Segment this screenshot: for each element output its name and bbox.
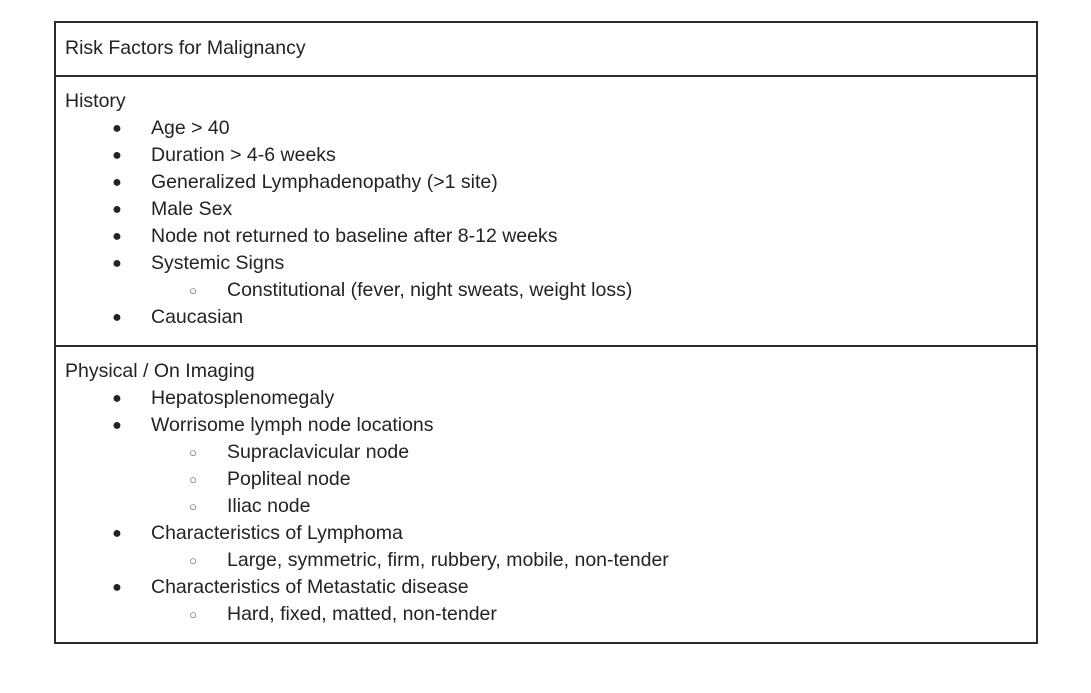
- risk-factors-table: [54, 21, 1038, 644]
- list-item-label: Characteristics of Lymphoma: [151, 522, 403, 544]
- section-physical-heading: Physical / On Imaging: [65, 360, 255, 382]
- filled-disc-bullet: ●: [112, 255, 122, 272]
- list-item-label: Large, symmetric, firm, rubbery, mobile, non-tender: [227, 549, 669, 571]
- list-item: [65, 574, 1036, 601]
- hollow-circle-bullet: ○: [189, 553, 197, 568]
- hollow-circle-bullet: ○: [189, 445, 197, 460]
- list-item: [65, 439, 1036, 466]
- list-item-label: Caucasian: [151, 306, 244, 328]
- list-item-label: Generalized Lymphadenopathy (>1 site): [151, 171, 498, 193]
- list-item-label: Systemic Signs: [151, 252, 285, 274]
- list-item-label: Worrisome lymph node locations: [151, 414, 434, 436]
- list-item: [65, 520, 1036, 547]
- section-history-heading: History: [65, 90, 126, 112]
- list-item-label: Iliac node: [227, 495, 311, 517]
- list-item-label: Popliteal node: [227, 468, 351, 490]
- list-item: [65, 142, 1036, 169]
- filled-disc-bullet: ●: [112, 579, 122, 596]
- list-item: [65, 223, 1036, 250]
- table-title: Risk Factors for Malignancy: [65, 37, 306, 59]
- hollow-circle-bullet: ○: [189, 283, 197, 298]
- list-item-label: Characteristics of Metastatic disease: [151, 576, 469, 598]
- filled-disc-bullet: ●: [112, 201, 122, 218]
- list-item: [65, 304, 1036, 331]
- filled-disc-bullet: ●: [112, 147, 122, 164]
- list-item: [65, 412, 1036, 439]
- list-item-label: Male Sex: [151, 198, 233, 220]
- section-physical-body: [56, 347, 1036, 642]
- section-physical: [56, 347, 1036, 642]
- section-history-body: [56, 77, 1036, 345]
- list-item: [65, 169, 1036, 196]
- list-item: [65, 250, 1036, 277]
- filled-disc-bullet: ●: [112, 417, 122, 434]
- section-history-list: [65, 115, 1036, 331]
- list-item-label: Duration > 4-6 weeks: [151, 144, 336, 166]
- table-header-row: [56, 23, 1036, 77]
- list-item-label: Hepatosplenomegaly: [151, 387, 335, 409]
- list-item: [65, 277, 1036, 304]
- list-item: [65, 115, 1036, 142]
- list-item: [65, 466, 1036, 493]
- list-item: [65, 196, 1036, 223]
- hollow-circle-bullet: ○: [189, 607, 197, 622]
- list-item: [65, 385, 1036, 412]
- filled-disc-bullet: ●: [112, 309, 122, 326]
- list-item: [65, 493, 1036, 520]
- list-item: [65, 601, 1036, 628]
- list-item-label: Supraclavicular node: [227, 441, 410, 463]
- list-item-label: Hard, fixed, matted, non-tender: [227, 603, 497, 625]
- list-item: [65, 547, 1036, 574]
- section-history: [56, 77, 1036, 347]
- section-physical-list: [65, 385, 1036, 628]
- filled-disc-bullet: ●: [112, 120, 122, 137]
- list-item-label: Constitutional (fever, night sweats, weight loss): [227, 279, 633, 301]
- hollow-circle-bullet: ○: [189, 499, 197, 514]
- list-item-label: Age > 40: [151, 117, 230, 139]
- list-item-label: Node not returned to baseline after 8-12 weeks: [151, 225, 558, 247]
- filled-disc-bullet: ●: [112, 525, 122, 542]
- filled-disc-bullet: ●: [112, 390, 122, 407]
- filled-disc-bullet: ●: [112, 228, 122, 245]
- hollow-circle-bullet: ○: [189, 472, 197, 487]
- filled-disc-bullet: ●: [112, 174, 122, 191]
